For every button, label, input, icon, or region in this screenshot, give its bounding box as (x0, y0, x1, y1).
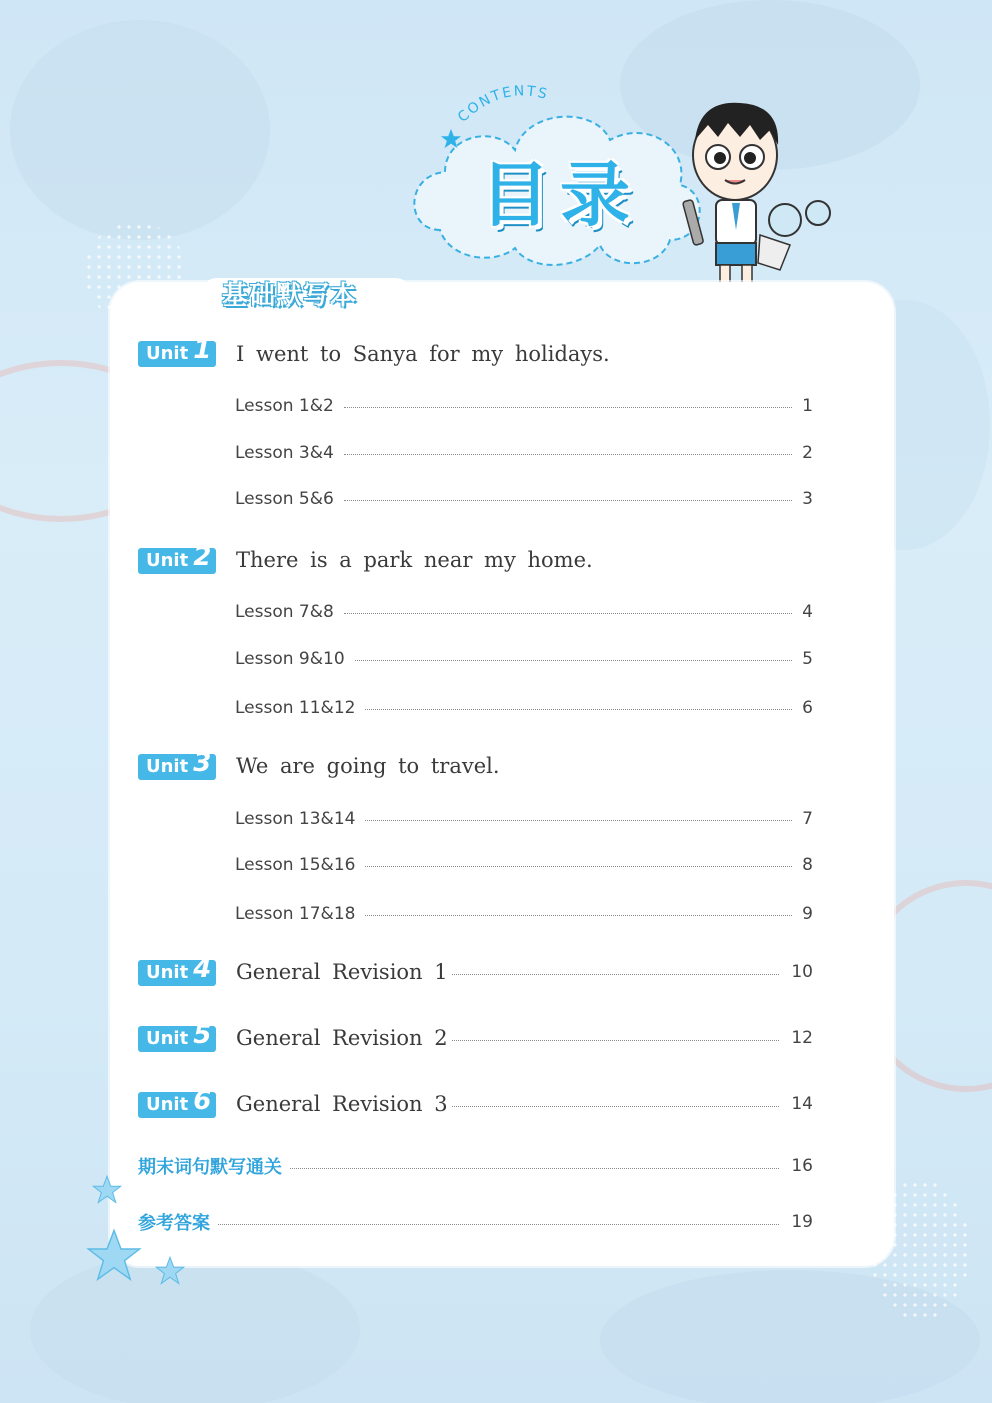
background-flower (30, 1250, 360, 1403)
revision-row[interactable] (236, 1089, 813, 1119)
star-icon (440, 128, 462, 150)
lesson-row[interactable] (235, 696, 813, 720)
unit-title: General Revision 2 (236, 1026, 448, 1050)
unit-badge-label: Unit (146, 1094, 189, 1115)
lesson-row[interactable] (235, 902, 813, 926)
page-number: 1 (802, 396, 813, 416)
page-number: 4 (802, 602, 813, 622)
lesson-label: Lesson 15&16 (235, 855, 356, 875)
lesson-label: Lesson 3&4 (235, 443, 334, 463)
dotted-leader (365, 915, 792, 916)
unit-title[interactable]: We are going to travel. (236, 754, 500, 778)
dotted-leader (452, 1106, 780, 1107)
lesson-row[interactable] (235, 441, 813, 465)
answer-key-row[interactable] (138, 1208, 813, 1236)
lesson-label: Lesson 1&2 (235, 396, 334, 416)
unit-badge-number: 6 (193, 1086, 212, 1116)
unit-title: General Revision 1 (236, 960, 448, 984)
page-number: 12 (791, 1028, 813, 1048)
page-number: 19 (791, 1212, 813, 1232)
dotted-leader (452, 1040, 780, 1041)
svg-text:CONTENTS (455, 85, 550, 125)
answer-key-label: 参考答案 (138, 1213, 210, 1234)
unit-badge (138, 748, 216, 780)
final-dictation-row[interactable] (138, 1152, 813, 1180)
unit-title[interactable]: There is a park near my home. (236, 548, 593, 572)
star-icon (155, 1256, 185, 1286)
lesson-label: Lesson 13&14 (235, 809, 356, 829)
dotted-leader (290, 1168, 779, 1169)
unit-badge (138, 1086, 216, 1118)
unit-badge (138, 1020, 216, 1052)
unit-badge-number: 3 (193, 748, 212, 778)
lesson-row[interactable] (235, 807, 813, 831)
unit-badge-label: Unit (146, 962, 189, 983)
unit-badge-number: 2 (193, 542, 212, 572)
unit-badge (138, 954, 216, 986)
dotted-leader (365, 866, 792, 867)
star-icon (86, 1228, 142, 1284)
revision-row[interactable] (236, 1023, 813, 1053)
lesson-label: Lesson 7&8 (235, 602, 334, 622)
page-number: 14 (791, 1094, 813, 1114)
dotted-leader (355, 660, 793, 661)
section-tab-label: 基础默写本 (222, 281, 358, 311)
page-title: 目录 (480, 154, 640, 236)
lesson-label: Lesson 11&12 (235, 698, 356, 718)
dotted-leader (452, 974, 780, 975)
dotted-leader (365, 709, 792, 710)
lesson-row[interactable] (235, 647, 813, 671)
contents-arc-text (455, 85, 565, 125)
unit-badge-number: 1 (193, 335, 212, 365)
lesson-label: Lesson 9&10 (235, 649, 345, 669)
dotted-leader (218, 1224, 779, 1225)
star-icon (92, 1175, 122, 1205)
dotted-leader (344, 500, 792, 501)
page-number: 10 (791, 962, 813, 982)
page-number: 9 (802, 904, 813, 924)
background-flower (10, 20, 270, 240)
unit-badge-label: Unit (146, 756, 189, 777)
contents-label: CONTENTS (455, 85, 551, 125)
revision-row[interactable] (236, 957, 813, 987)
unit-badge (138, 335, 216, 367)
dotted-leader (344, 613, 792, 614)
dotted-leader (365, 820, 792, 821)
page-number: 16 (791, 1156, 813, 1176)
lesson-row[interactable] (235, 853, 813, 877)
page-number: 2 (802, 443, 813, 463)
page-number: 7 (802, 809, 813, 829)
unit-badge-number: 5 (193, 1020, 212, 1050)
unit-badge-label: Unit (146, 1028, 189, 1049)
unit-badge-label: Unit (146, 343, 189, 364)
lesson-label: Lesson 17&18 (235, 904, 356, 924)
unit-badge-label: Unit (146, 550, 189, 571)
lesson-row[interactable] (235, 600, 813, 624)
page-number: 8 (802, 855, 813, 875)
unit-badge (138, 542, 216, 574)
dotted-leader (344, 407, 792, 408)
page-number: 6 (802, 698, 813, 718)
lesson-row[interactable] (235, 394, 813, 418)
page-number: 5 (802, 649, 813, 669)
unit-title[interactable]: I went to Sanya for my holidays. (236, 342, 610, 366)
unit-title: General Revision 3 (236, 1092, 448, 1116)
page-number: 3 (802, 489, 813, 509)
lesson-row[interactable] (235, 487, 813, 511)
lesson-label: Lesson 5&6 (235, 489, 334, 509)
unit-badge-number: 4 (193, 954, 212, 984)
final-dictation-label: 期末词句默写通关 (138, 1157, 282, 1178)
dotted-leader (344, 454, 792, 455)
